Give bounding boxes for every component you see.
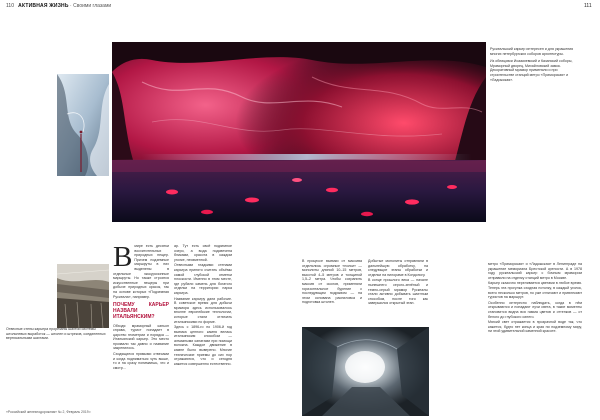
page-number-left: 110	[6, 3, 14, 9]
subsection-title: Своими глазами	[73, 3, 112, 9]
col4-paragraph-2: В конце прошлого века — начале нынешнего серого-зелёный и темно-серый мрамор Рускеалы стали активно добывать шахтным способом, после того как завершился открытый этап.	[368, 278, 428, 306]
col1-paragraph-2: Обходя мраморный каньон справа, турист попадает в царство геометрии и порядка — Итальянский карьер. Это место прозвали так давно и название закрепилось.	[113, 323, 169, 351]
ice-cave-photo	[57, 74, 109, 176]
col5-paragraph-4: Мягкий свет отражается в прозрачной воде так, что кажется, будто нет конца и края ни подземному миру, ни этой удивительной каменной красоте.	[488, 320, 582, 334]
tunnel-photo	[302, 327, 429, 416]
col1-paragraph-3: Сходящиеся прямыми отвесами и когда подниматься чуть выше, то и на сразу понимаешь, что и смотр...	[113, 352, 169, 370]
col2-paragraph-2: Отвесными гладкими стенами карьера принято считать объёмы самой глубокой отметки плоскости. Именно в этом месте, где рубили камень для богатого отделки на территории парка карьера.	[174, 263, 232, 295]
col1-subheading: ПОЧЕМУ КАРЬЕР НАЗВАЛИ ИТАЛЬЯНСКИМ?	[113, 302, 169, 320]
main-cave-photo	[112, 42, 486, 222]
cave-illustration	[112, 42, 486, 222]
right-caption-p1: Рускеальский карьер интересен и для украшения многих петербургских соборов архитектуры.	[490, 47, 574, 56]
article-column-4	[368, 259, 428, 323]
drop-cap: В	[113, 244, 133, 273]
col2-paragraph-4: Здесь с 1896-го по 1906-й год выемка ценного камня велась итальянским способом — алмазными канатами при помощи волокна. Каждое движение в камне было выверено. Многие технические приемы до сих пор отражаются, что и сегодня кажется совершенно естественно.	[174, 325, 232, 366]
article-column-1	[113, 244, 169, 416]
tunnel-illustration	[302, 327, 429, 416]
right-caption-p2: Из облицовки Исаакиевский и Казанский соборы, Мраморный дворец, Михайловский замок. Декоративный мрамор применяли и при строительстве станций метро «Приморская» и «Ладожская».	[490, 59, 573, 82]
col5-paragraph-3: Особенно интересно наблюдать, когда в нём открываются и попадают лучи света, в такие моменты становится видна вся гамма цветов и оттенков — от белого до глубокого синего.	[488, 300, 582, 319]
col2-paragraph-1: ар. Тут есть своё подземное озеро, а вода подсвечена бликами, красота в каждом уголке, неизменной.	[174, 244, 232, 262]
page-header-left	[6, 3, 206, 9]
col2-paragraph-3: Название карьеру дали рабочие. В советское время для добычи мрамора здесь использовалось вполне европейские технологии, которые стали отличать итальянскими по форме.	[174, 296, 232, 324]
left-caption	[6, 327, 110, 344]
article-column-3	[302, 259, 362, 323]
left-caption-text: Отвесные стены карьера прорезаны шахтой системы штольневых выработок — штолен и штреков, соединенных вертикальными шахтами.	[6, 327, 106, 341]
article-column-2	[174, 244, 232, 416]
page-footer: «Российский железнодорожник» № 2, Февраль 2019 г.	[6, 410, 92, 414]
col1-paragraph-1: мире есть десятки восхитительных природных пещер. Причем подземные маршруты в них выделены в отдельные экскурсионные маршруты. Но также строятся искусственные пещеры при добыче природных красок, так на основе которых «Подземная Рускеала», например.	[113, 244, 169, 299]
page-number-right: 111	[584, 3, 592, 9]
quarry-wall-photo	[57, 264, 109, 328]
col5-paragraph-2: Карьер сказочно переливается цветами в любое время. Теперь эта прогулка сходная потолку, в каждый уголок, всего несколько метров, но уже отличают и привлекают туристов на маршрут.	[488, 281, 582, 300]
ice-cave-illustration	[57, 74, 109, 176]
right-caption	[490, 47, 582, 85]
section-title: АКТИВНАЯ ЖИЗНЬ	[18, 3, 69, 9]
quarry-wall-illustration	[57, 264, 109, 328]
col5-paragraph-1: метро «Приморская» и «Ладожская» в Ленинграде на украшение мемориала Брестской крепости. А в 1978 году рускеальский карьер с бочным мрамором отправили на отделку станций метро в Москве.	[488, 262, 582, 280]
col4-paragraph-1: Добытые монолиты отправляли в дальнейшую обработку, на следующие этапы обработки и отделки на пилораме в Кондопогу.	[368, 259, 428, 277]
header-separator: ·	[68, 3, 74, 9]
article-column-5	[488, 262, 582, 416]
col3-paragraph-1: В процессе выемки от массива отделялись огромные «полки» — монолиты длиной 10–15 метров, высотой 4–5 метров и толщиной 1,5–2 метра. Чтобы сохранить массив от сколов, применяли горизонтальное бурение с последующим подрывом — на этом основана распиловка и подготовка штолен.	[302, 259, 362, 305]
